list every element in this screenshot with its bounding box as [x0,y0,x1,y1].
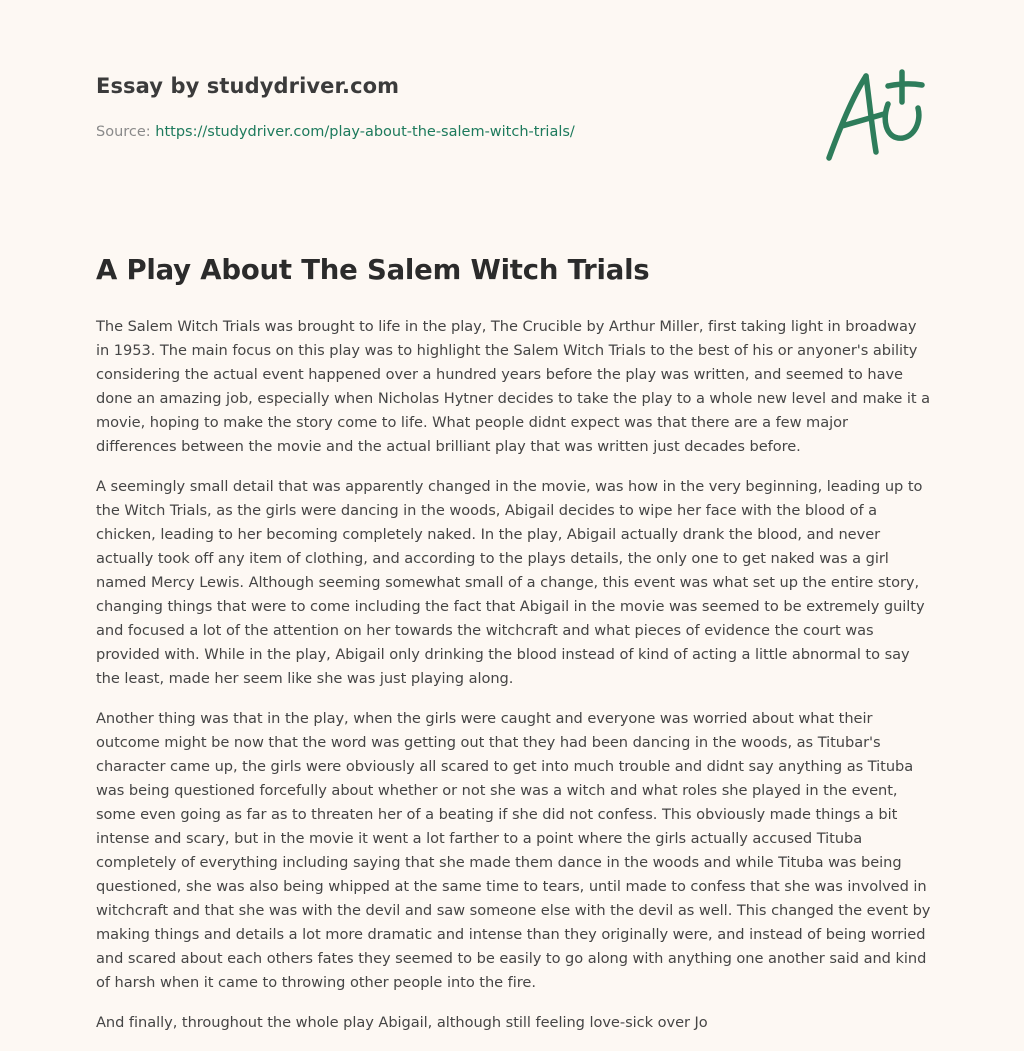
paragraph: And finally, throughout the whole play Abigail, although still feeling love-sick over Jo [96,1014,708,1031]
essay-header [96,74,796,140]
paragraph: A seemingly small detail that was apparently changed in the movie, was how in the very beginning, leading up to the Witch Trials, as the girls were dancing in the woods, Abigail decides to wipe her face with the blood of a chicken, leading to her becoming completely naked. In the play, Abigail actually drank the blood, and never actually took off any item of clothing, and according to the plays details, the only one to get naked was a girl named Mercy Lewis. Although seeming somewhat small of a change, this event was what set up the entire story, changing things that were to come including the fact that Abigail in the movie was seemed to be extremely guilty and focused a lot of the attention on her towards the witchcraft and what pieces of evidence the court was provided with. While in the play, Abigail only drinking the blood instead of kind of acting a little abnormal to say the least, made her seem like she was just playing along. [96,478,925,687]
source-line [96,124,796,140]
a-plus-grade-icon [822,68,926,164]
source-link[interactable]: https://studydriver.com/play-about-the-salem-witch-trials/ [155,124,575,140]
essay-title: A Play About The Salem Witch Trials [96,254,650,286]
site-brand: Essay by studydriver.com [96,74,400,98]
source-label: Source: [96,124,156,140]
paragraph: The Salem Witch Trials was brought to life in the play, The Crucible by Arthur Miller, first taking light in broadway in 1953. The main focus on this play was to highlight the Salem Witch Trials to the best of his or anyoner's ability considering the actual event happened over a hundred years before the play was written, and seemed to have done an amazing job, especially when Nicholas Hytner decides to take the play to a whole new level and make it a movie, hoping to make the story come to life. What people didnt expect was that there are a few major differences between the movie and the actual brilliant play that was written just decades before. [96,318,931,455]
essay-body [96,315,932,1051]
paragraph: Another thing was that in the play, when the girls were caught and everyone was worried about what their outcome might be now that the word was getting out that they had been dancing in the woods, as Titubar's character came up, the girls were obviously all scared to get into much trouble and didnt say anything as Tituba was being questioned forcefully about whether or not she was a witch and what roles she played in the event, some even going as far as to threaten her of a beating if she did not confess. This obviously made things a bit intense and scary, but in the movie it went a lot farther to a point where the girls actually accused Tituba completely of everything including saying that she made them dance in the woods and while Tituba was being questioned, she was also being whipped at the same time to tears, until made to confess that she was involved in witchcraft and that she was with the devil and saw someone else with the devil as well. This changed the event by making things and details a lot more dramatic and intense than they originally were, and instead of being worried and scared about each others fates they seemed to be easily to go along with anything one another said and kind of harsh when it came to throwing other people into the fire. [96,710,931,991]
